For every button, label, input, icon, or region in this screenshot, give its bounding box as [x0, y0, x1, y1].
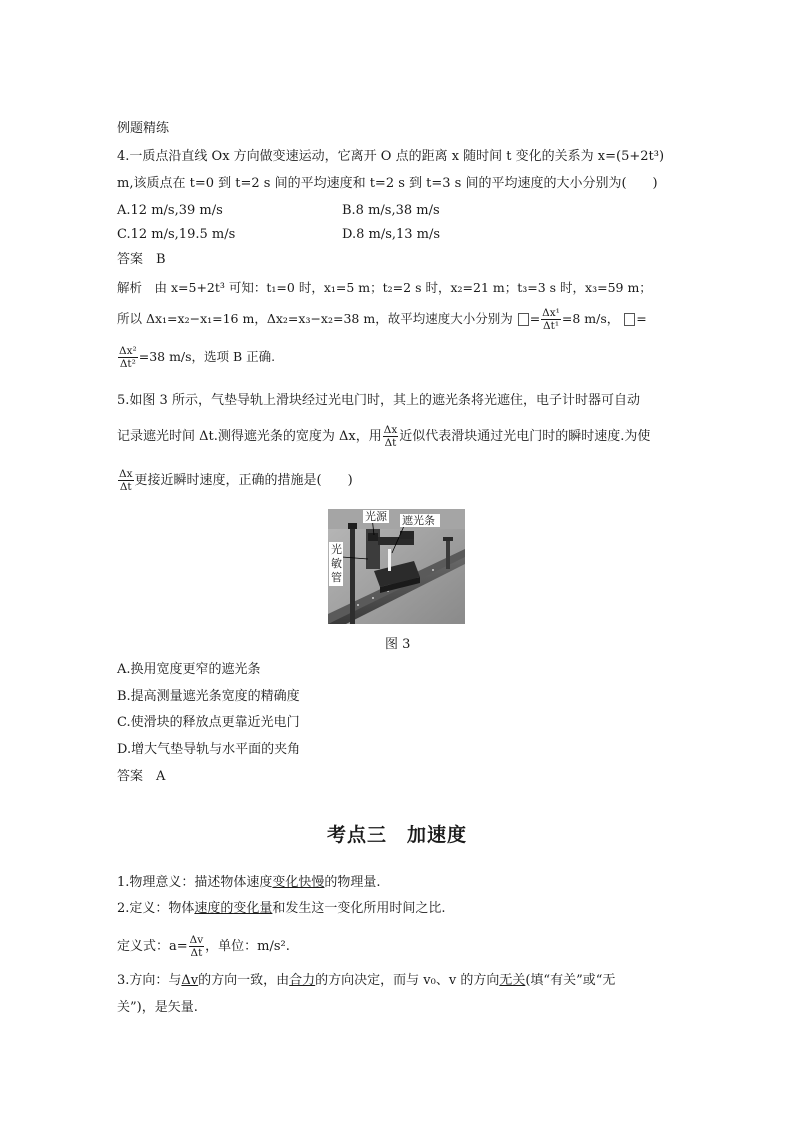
q4-analysis-line3 — [117, 345, 275, 370]
point-2-post: 和发生这一变化所用时间之比. — [272, 901, 446, 916]
q4-frac1-num: Δx¹ — [542, 307, 560, 319]
air-track-photo — [328, 509, 465, 624]
section-title: 考点三 加速度 — [326, 824, 467, 846]
definition-frac — [189, 934, 205, 959]
q4-analysis-result1: =8 m/s， — [561, 311, 620, 326]
point-3-line2: 关”)，是矢量. — [117, 1000, 198, 1015]
point-2-pre: 2.定义：物体 — [117, 901, 195, 916]
q5-option-b: B.提高测量遮光条宽度的精确度 — [117, 689, 300, 704]
q4-stem-line1: 4.一质点沿直线 Ox 方向做变速运动，它离开 O 点的距离 x 随时间 t 变化的关系为 x=(5+2t³) — [117, 149, 665, 164]
point-1-blank: 变化快慢 — [272, 875, 325, 890]
q5-stem-text-a: 记录遮光时间 Δt.测得遮光条的宽度为 Δx，用 — [117, 429, 382, 444]
definition-formula — [117, 934, 290, 959]
q4-analysis-text: 所以 Δx₁=x₂−x₁=16 m，Δx₂=x₃−x₂=38 m，故平均速度大小分别为 — [117, 311, 513, 326]
figure-label-shading-strip: 遮光条 — [402, 514, 435, 527]
q4-analysis-result2: =38 m/s，选项 B 正确. — [138, 349, 276, 364]
point-1-pre: 1.物理意义：描述物体速度 — [117, 875, 273, 890]
q4-frac2-den: Δt² — [119, 358, 136, 370]
q4-option-d: D.8 m/s,13 m/s — [342, 227, 441, 242]
definition-frac-num: Δv — [189, 934, 204, 946]
figure-label-light-source: 光源 — [365, 510, 387, 523]
q5-stem-line1: 5.如图 3 所示，气垫导轨上滑块经过光电门时，其上的遮光条将光遮住，电子计时器可自动 — [117, 393, 640, 408]
q4-frac2-num: Δx² — [119, 345, 137, 357]
q4-option-b: B.8 m/s,38 m/s — [342, 203, 440, 218]
q5-option-a: A.换用宽度更窄的遮光条 — [117, 662, 261, 677]
q5-option-c: C.使滑块的释放点更靠近光电门 — [117, 715, 300, 730]
q5-frac1-den: Δt — [384, 437, 397, 449]
q4-analysis-line1: 解析 由 x=5+2t³ 可知：t₁=0 时，x₁=5 m；t₂=2 s 时，x₂=21 m；t₃=3 s 时，x₃=59 m； — [117, 280, 652, 295]
point-2 — [117, 900, 446, 918]
q4-option-c: C.12 m/s,19.5 m/s — [117, 227, 236, 242]
point-2-blank: 速度的变化量 — [194, 901, 273, 916]
figure-label-photo-tube: 光敏管 — [331, 543, 342, 584]
q4-options-row1 — [117, 202, 223, 220]
q5-frac2 — [118, 468, 134, 493]
vbar1-symbol — [518, 313, 529, 326]
q5-answer: 答案 A — [117, 769, 166, 784]
point-3-blank1: Δv — [181, 973, 199, 988]
q5-frac1-num: Δx — [383, 424, 398, 436]
definition-frac-den: Δt — [190, 947, 203, 959]
point-1 — [117, 874, 381, 892]
definition-post: ，单位：m/s². — [205, 939, 290, 954]
point-1-post: 的物理量. — [324, 875, 381, 890]
q5-frac1 — [383, 424, 399, 449]
q5-frac2-den: Δt — [119, 481, 132, 493]
q5-stem-text-c: 更接近瞬时速度，正确的措施是( ) — [134, 473, 353, 488]
q4-stem-line2: m,该质点在 t=0 到 t=2 s 间的平均速度和 t=2 s 到 t=3 s 间的平均速度的大小分别为( ) — [117, 176, 658, 191]
q4-analysis-line2: 所以 Δx₁=x₂−x₁=16 m，Δx₂=x₃−x₂=38 m，故平均速度大小分别为 = $\frac{\text{Δx¹}}{\text{Δt¹}}$ =8 m/s， = — [117, 307, 647, 332]
figure-3-photo — [328, 509, 465, 624]
point-3-post: (填“有关”或“无 — [525, 973, 616, 988]
q5-stem-text-b: 近似代表滑块通过光电门时的瞬时速度.为使 — [399, 429, 651, 444]
q5-frac2-num: Δx — [119, 468, 133, 480]
q4-option-a: A.12 m/s,39 m/s — [117, 203, 223, 218]
section-label: 例题精练 — [117, 121, 170, 136]
definition-pre: 定义式：a= — [117, 939, 188, 954]
q5-stem-line2 — [117, 424, 650, 449]
point-3 — [117, 972, 615, 990]
q4-frac1 — [541, 307, 561, 332]
point-3-blank3: 无关 — [499, 973, 526, 988]
vbar2-symbol — [624, 313, 635, 326]
q5-stem-line3 — [117, 468, 353, 493]
point-3-pre: 3.方向：与 — [117, 973, 182, 988]
figure-3-caption: 图 3 — [385, 637, 411, 652]
q4-frac1-den: Δt¹ — [543, 320, 560, 332]
q4-answer: 答案 B — [117, 252, 166, 267]
point-3-mid2: 的方向决定，而与 v₀、v 的方向 — [315, 973, 500, 988]
point-3-blank2: 合力 — [289, 973, 316, 988]
point-3-mid1: 的方向一致，由 — [198, 973, 290, 988]
q5-option-d: D.增大气垫导轨与水平面的夹角 — [117, 742, 301, 757]
q4-frac2 — [118, 345, 138, 370]
